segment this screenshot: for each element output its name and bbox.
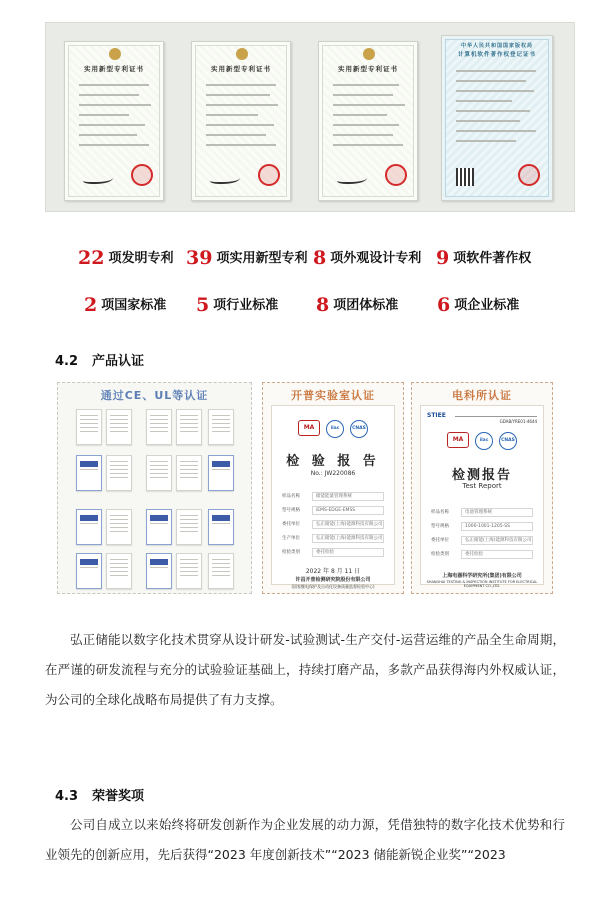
- report-fields: 样品名称 储能能量管理系统 型号规格 iEMS-EDGE-EMSS 委托单位 弘正储能(上海)能源科技有限公司 生产单位 弘正储能(上海)能源科技有限公司 检验类别 委托检验: [282, 493, 383, 555]
- patent-certificate-3: [318, 41, 418, 201]
- ilac-logo-icon: ilac: [475, 432, 493, 450]
- red-seal-icon: [385, 164, 407, 186]
- certificate-title: 计算机软件著作权登记证书: [457, 52, 536, 58]
- certificate-header: 中华人民共和国国家版权局: [460, 43, 533, 49]
- certificate-title: 实用新型专利证书: [84, 65, 144, 73]
- stat-design-patents: 8 项外观设计专利: [313, 247, 422, 269]
- section-heading-4-2: 4.2 产品认证: [55, 354, 145, 369]
- report-fields: 样品名称 电池管理系统 型号规格 1000-1001-1205-SS 委托单位 弘正储能(上海)能源科技有限公司 检验类别 委托检验: [431, 509, 532, 557]
- stat-enterprise-standards: 6 项企业标准: [437, 294, 520, 316]
- cnas-logo-icon: CNAS: [350, 420, 368, 438]
- stat-software-copyrights: 9 项软件著作权: [436, 247, 532, 269]
- cnas-logo-icon: CNAS: [499, 432, 517, 450]
- report-org: 上海电器科学研究所(集团)有限公司: [442, 573, 522, 579]
- red-seal-icon: [131, 164, 153, 186]
- report-title: 检测报告: [451, 468, 512, 483]
- ilac-logo-icon: ilac: [326, 420, 344, 438]
- cma-logo-icon: MA: [298, 420, 320, 436]
- lab-test-report: [271, 405, 395, 589]
- report-number: No.: JW220086: [310, 470, 356, 477]
- report-org-sub: (国家继电保护及自动化设备质量监督检验中心): [291, 584, 375, 589]
- stat-national-standards: 2 项国家标准: [84, 294, 167, 316]
- panel-ce-ul-certification: [57, 382, 252, 594]
- stat-group-standards: 8 项团体标准: [316, 294, 399, 316]
- stat-utility-patents: 39 项实用新型专利: [186, 247, 308, 269]
- panel-title: 通过CE、UL等认证: [100, 389, 209, 402]
- panel-lab-certification: [262, 382, 404, 594]
- stat-industry-standards: 5 项行业标准: [196, 294, 279, 316]
- report-number: GDAB/YRE01-4644: [499, 419, 537, 424]
- qr-code-icon: [456, 168, 474, 186]
- certificate-title: 实用新型专利证书: [338, 65, 398, 73]
- report-org: 许昌开普检测研究院股份有限公司: [295, 577, 371, 583]
- national-emblem-icon: [109, 48, 121, 60]
- patent-certificate-1: [64, 41, 164, 201]
- paragraph-product-certification: 弘正储能以数字化技术贯穿从设计研发-试验测试-生产交付-运营运维的产品全生命周期，在严谨的研发流程与充分的试验验证基础上，持续打磨产品，多款产品获得海内外权威认证，为公司的全球化战略布局提供了有力支撑。: [45, 632, 565, 707]
- report-org-en: SHANGHAI TESTING & INSPECTION INSTITUTE FOR ELECTRICAL EQUIPMENT CO.,LTD.: [426, 580, 538, 588]
- report-subtitle: Test Report: [462, 482, 502, 490]
- certificate-title: 实用新型专利证书: [211, 65, 271, 73]
- section-heading-4-3: 4.3 荣誉奖项: [55, 789, 145, 804]
- report-date: 2022 年 8 月 11 日: [305, 568, 361, 575]
- national-emblem-icon: [236, 48, 248, 60]
- software-copyright-certificate: [441, 35, 553, 201]
- cma-logo-icon: MA: [447, 432, 469, 448]
- paragraph-honors: 公司自成立以来始终将研发创新作为企业发展的动力源，凭借独特的数字化技术优势和行业领先的创新应用，先后获得“2023 年度创新技术”“2023 储能新锐企业奖”“2023: [45, 817, 565, 862]
- patent-certificate-2: [191, 41, 291, 201]
- national-emblem-icon: [363, 48, 375, 60]
- report-title: 检 验 报 告: [286, 454, 380, 469]
- certificate-gallery: [45, 22, 575, 212]
- electrical-test-report: [420, 405, 544, 588]
- stiee-logo: STIEE: [427, 412, 446, 419]
- panel-title: 开普实验室认证: [291, 389, 375, 402]
- stat-invention-patents: 22 项发明专利: [78, 247, 174, 269]
- red-seal-icon: [518, 164, 540, 186]
- panel-title: 电科所认证: [452, 389, 512, 402]
- panel-electrical-institute-certification: [411, 382, 553, 594]
- red-seal-icon: [258, 164, 280, 186]
